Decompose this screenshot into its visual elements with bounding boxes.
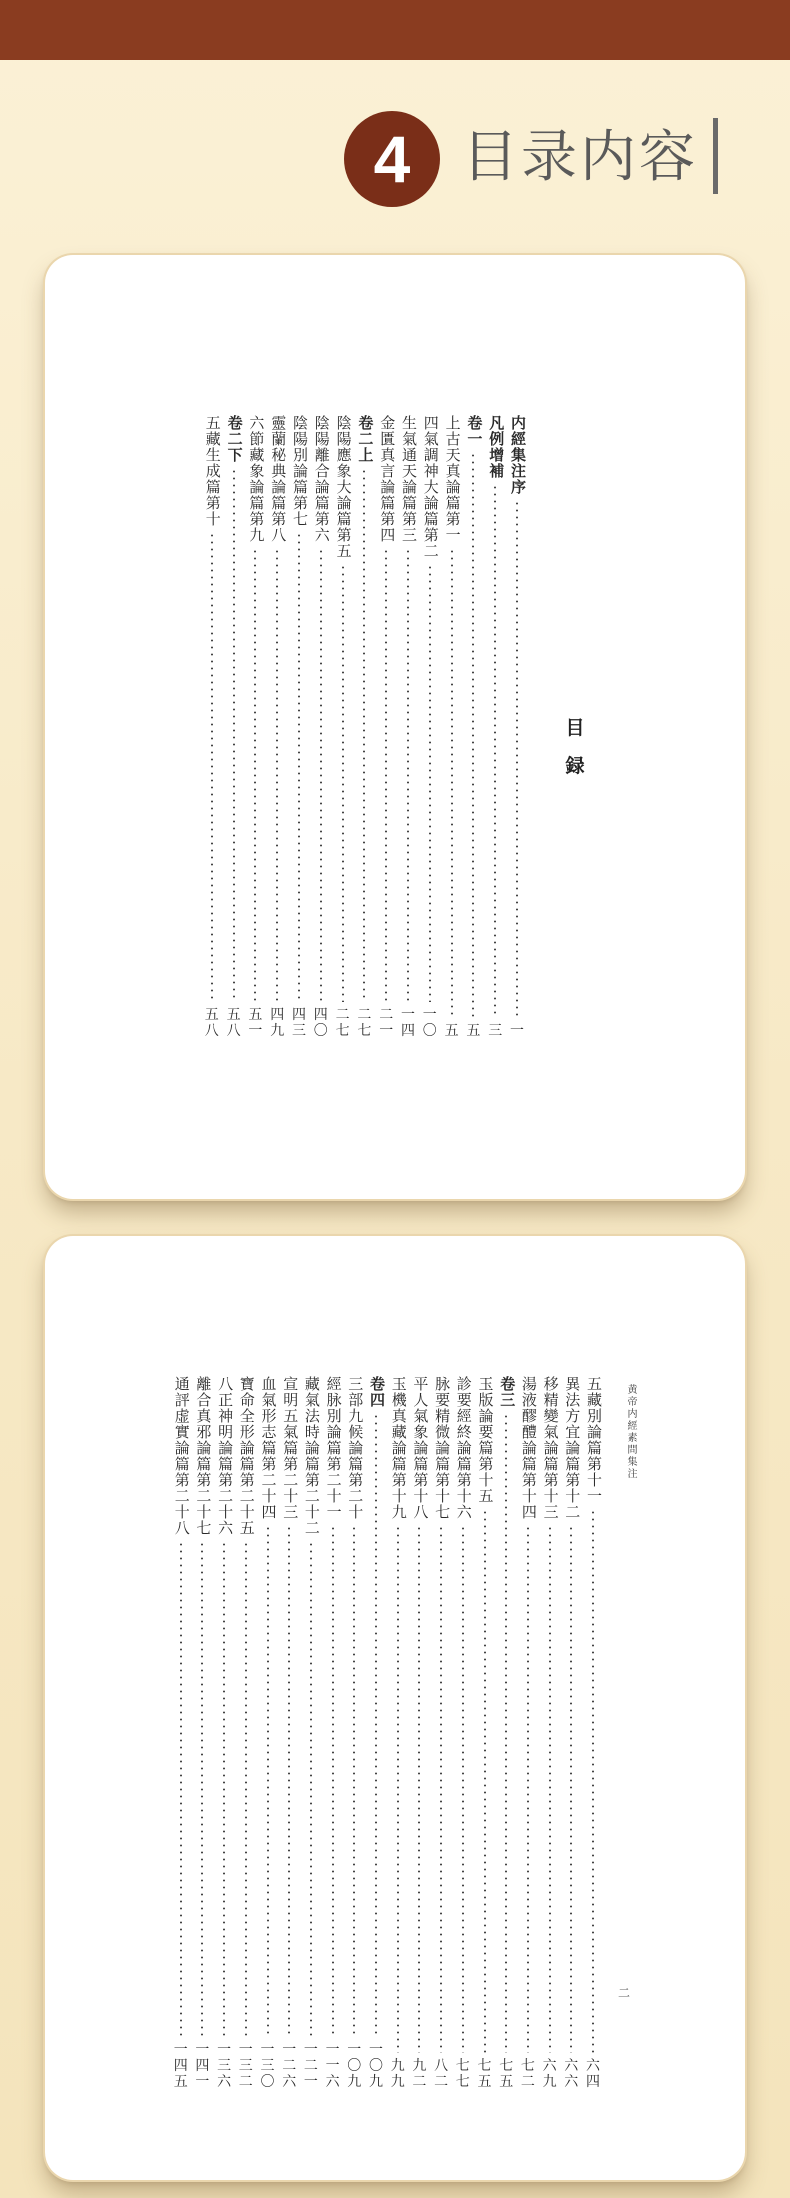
dot-leader [332, 1525, 334, 2037]
toc-entry-title: 上古天真論篇第一 [443, 415, 460, 543]
toc-entry [562, 1376, 580, 2091]
toc-entry [421, 415, 439, 1040]
toc-entry-title: 寶命全形論篇第二十五 [237, 1376, 254, 1536]
toc-entry [246, 415, 264, 1040]
toc-entry-title: 卷四 [368, 1376, 384, 1408]
toc-entry-page: 一 三 〇 [260, 2043, 275, 2090]
toc-entry-page: 一 〇 [422, 1008, 437, 1039]
toc-page-2 [45, 1236, 745, 2180]
toc-entry-title: 玉版論要篇第十五 [476, 1376, 493, 1504]
dot-leader [233, 468, 235, 1002]
toc-entry-title: 四氣調神大論篇第二 [421, 415, 438, 559]
toc-entry-page: 一 二 六 [282, 2043, 297, 2090]
toc-entry-page: 一 〇 九 [347, 2043, 362, 2090]
toc-entry-page: 六 九 [542, 2059, 557, 2090]
toc-entry [432, 1376, 450, 2091]
dot-leader [201, 1541, 203, 2037]
toc-entry-page: 三 [488, 1024, 503, 1039]
toc-entry [259, 1376, 277, 2091]
toc-entry-page: 二 一 [379, 1008, 394, 1039]
toc-entry-title: 藏氣法時論篇第二十二 [302, 1376, 319, 1536]
toc-entry-page: 六 四 [586, 2059, 600, 2090]
toc-entry-title: 陰陽別論篇第七 [291, 415, 307, 527]
toc-entry [172, 1376, 190, 2091]
toc-entry [203, 415, 221, 1040]
toc-entry [302, 1376, 320, 2091]
toc-entry-title: 宣明五氣篇第二十三 [281, 1376, 298, 1520]
toc-entry-page: 一 二 一 [303, 2043, 318, 2090]
toc-entry [367, 1376, 385, 2091]
toc-entry-title: 脉要精微論篇第十七 [433, 1376, 450, 1520]
running-header: 黄帝内經素問集注 [625, 1384, 636, 1480]
dot-leader [516, 500, 518, 1018]
toc-entry-page: 七 二 [520, 2059, 535, 2090]
toc-entry-title: 離合真邪論篇第二十七 [194, 1376, 211, 1536]
toc-entry-title: 卷二上 [356, 415, 373, 463]
toc-entry-title: 五藏別論篇第十一 [585, 1376, 601, 1504]
toc-entry [399, 415, 417, 1040]
toc-entry-title: 卷三 [498, 1376, 515, 1408]
toc-entry [541, 1376, 559, 2091]
dot-leader [276, 548, 278, 1002]
dot-leader [484, 1509, 486, 2053]
toc-entry [355, 415, 373, 1040]
toc-entry-page: 一 三 六 [217, 2043, 232, 2090]
dot-leader [397, 1525, 399, 2053]
toc-entry-page: 八 二 [434, 2059, 449, 2090]
toc-entry-page: 七 五 [499, 2059, 514, 2090]
toc-entry-page: 四 〇 [313, 1008, 328, 1039]
dot-leader [472, 452, 474, 1018]
toc-entry-page: 五 八 [204, 1008, 219, 1039]
toc-entry-title: 三部九候論篇第二十 [346, 1376, 363, 1520]
toc-entry-page: 五 [466, 1024, 481, 1039]
toc-entry [454, 1376, 472, 2091]
toc-entry-page: 六 六 [564, 2059, 579, 2090]
dot-leader [254, 548, 256, 1002]
toc-entry [225, 415, 243, 1040]
toc-entry-page: 一 四 一 [195, 2043, 210, 2090]
toc-entry-title: 湯液醪醴論篇第十四 [519, 1376, 536, 1520]
toc-entry-title: 金匱真言論篇第四 [378, 415, 395, 543]
toc-entry-title: 經脉別論篇第二十一 [324, 1376, 341, 1520]
dot-leader [570, 1525, 572, 2053]
toc-entry-title: 凡例增補 [487, 415, 504, 479]
dot-leader [385, 548, 387, 1002]
toc-entry-title: 卷一 [465, 415, 482, 447]
toc-entry-title: 異法方宜論篇第十二 [563, 1376, 580, 1520]
toc-entry-title: 靈蘭秘典論篇第八 [269, 415, 286, 543]
toc-entry-page: 一 [510, 1024, 524, 1039]
dot-leader [440, 1525, 442, 2053]
toc-entry [237, 1376, 255, 2091]
top-banner [0, 0, 790, 60]
toc-entry-title: 内經集注序 [509, 415, 525, 495]
dot-leader [592, 1509, 594, 2053]
dot-leader [320, 548, 322, 1002]
toc-entry [193, 1376, 211, 2091]
toc-page-1 [45, 255, 745, 1199]
toc-entry [476, 1376, 494, 2091]
toc-entry-page: 二 七 [335, 1008, 350, 1039]
section-title: 目录内容 [462, 125, 698, 190]
dot-leader [375, 1413, 377, 2037]
dot-leader [527, 1525, 529, 2053]
toc-entry-page: 九 九 [390, 2059, 405, 2090]
toc-entry [584, 1376, 602, 2091]
toc-entry [497, 1376, 515, 2091]
toc-entry-title: 陰陽離合論篇第六 [312, 415, 329, 543]
toc-entry [280, 1376, 298, 2091]
toc-entry [410, 1376, 428, 2091]
toc-entry-page: 五 一 [248, 1008, 263, 1039]
toc-entry [312, 415, 330, 1040]
toc-entry [377, 415, 395, 1040]
toc-entry [443, 415, 461, 1040]
toc-entry [290, 415, 308, 1040]
toc-entry-title: 生氣通天論篇第三 [400, 415, 416, 543]
toc-entry-page: 二 七 [357, 1008, 372, 1039]
toc-entry [464, 415, 482, 1040]
toc-entry-page: 五 [444, 1024, 459, 1039]
toc-entry-page: 一 四 [401, 1008, 415, 1039]
toc-entry [519, 1376, 537, 2091]
dot-leader [223, 1541, 225, 2037]
dot-leader [180, 1541, 182, 2037]
dot-leader [429, 564, 431, 1002]
toc-entry [268, 415, 286, 1040]
toc-entry-title: 移精變氣論篇第十三 [541, 1376, 558, 1520]
dot-leader [505, 1413, 507, 2053]
toc-entry-page: 一 四 五 [173, 2043, 188, 2090]
toc-entry-page: 一 一 六 [325, 2043, 340, 2090]
dot-leader [310, 1541, 312, 2037]
toc-entry [345, 1376, 363, 2091]
toc-entry-title: 六節藏象論篇第九 [247, 415, 264, 543]
toc-entry-title: 卷二下 [225, 415, 242, 463]
dot-leader [451, 548, 453, 1018]
toc-entry-title: 陰陽應象大論篇第五 [334, 415, 351, 559]
dot-leader [363, 468, 365, 1002]
toc-entry-title: 平人氣象論篇第十八 [411, 1376, 428, 1520]
dot-leader [298, 532, 300, 1002]
dot-leader [462, 1525, 464, 2053]
toc-entry-page: 四 九 [270, 1008, 285, 1039]
toc-entry-title: 八正神明論篇第二十六 [216, 1376, 233, 1536]
toc-entry [389, 1376, 407, 2091]
toc-entry-title: 玉機真藏論篇第十九 [389, 1376, 406, 1520]
dot-leader [211, 532, 213, 1002]
dot-leader [342, 564, 344, 1002]
title-divider [713, 118, 718, 194]
toc-entry [334, 415, 352, 1040]
toc-entry-title: 通評虚實論篇第二十八 [172, 1376, 189, 1536]
section-number-badge: 4 [344, 111, 440, 207]
dot-leader [267, 1525, 269, 2037]
toc-entry-title: 診要經終論篇第十六 [454, 1376, 471, 1520]
toc-entry [215, 1376, 233, 2091]
dot-leader [549, 1525, 551, 2053]
dot-leader [407, 548, 409, 1002]
dot-leader [418, 1525, 420, 2053]
dot-leader [288, 1525, 290, 2037]
toc-entry-page: 一 〇 九 [369, 2043, 383, 2090]
toc-entry-page: 一 三 二 [238, 2043, 253, 2090]
dot-leader [353, 1525, 355, 2037]
toc-entry [508, 415, 526, 1040]
dot-leader [245, 1541, 247, 2037]
toc-entry-page: 五 八 [226, 1008, 241, 1039]
toc-entry-page: 七 七 [455, 2059, 470, 2090]
toc-entry [486, 415, 504, 1040]
toc-entry [324, 1376, 342, 2091]
toc-entry-page: 四 三 [292, 1008, 306, 1039]
toc-heading: 目 録 [565, 718, 585, 777]
toc-entry-page: 七 五 [477, 2059, 492, 2090]
page-number: 二 [618, 1986, 631, 2000]
dot-leader [494, 484, 496, 1018]
toc-entry-page: 九 二 [412, 2059, 427, 2090]
toc-entry-title: 五藏生成篇第十 [203, 415, 220, 527]
toc-entry-title: 血氣形志篇第二十四 [259, 1376, 276, 1520]
